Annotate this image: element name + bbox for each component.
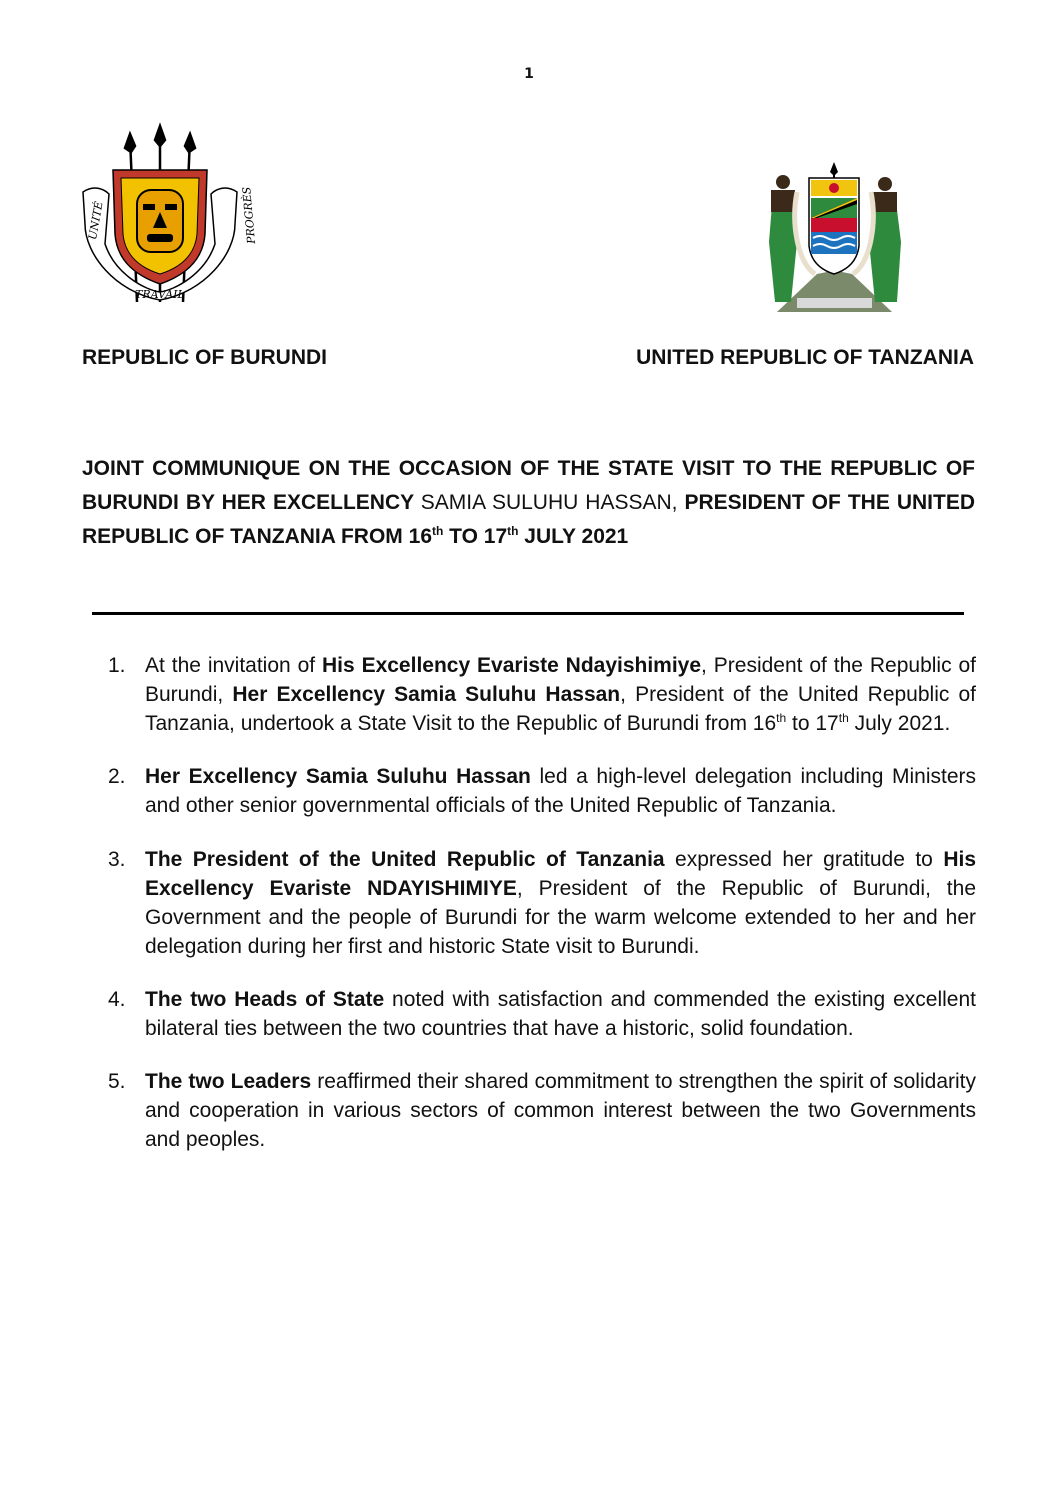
bold-run: Her Excellency Samia Suluhu Hassan [145,765,531,788]
paragraph-number: 5. [108,1070,126,1093]
paragraph-number: 1. [108,654,126,677]
burundi-coat-of-arms [75,124,259,312]
motto-travail: TRAVAIL [135,288,185,301]
bold-run: His Excellency Evariste NDAYISHIMIYE [145,848,976,900]
document-title [82,452,975,554]
paragraph-number: 4. [108,988,126,1011]
paragraph-1 [108,651,976,738]
text-run: expressed her gratitude to [664,848,944,871]
text-run: At the invitation of [145,654,322,677]
title-president-name: SAMIA SULUHU HASSAN, [420,491,678,514]
superscript: th [838,711,849,725]
title-sup1: th [432,524,444,538]
paragraph-number: 2. [108,765,126,788]
paragraph-list [108,651,976,1154]
text-run: July 2021. [848,712,951,735]
bold-run: The two Leaders [145,1070,312,1093]
paragraph-4 [108,985,976,1043]
text-run: noted with satisfaction and commended the existing excellent bilateral ties between the two countries that have a historic, solid foundation. [145,988,976,1040]
bold-run: The President of the United Republic of Tanzania [145,848,665,871]
title-part3: TO 17 [443,525,508,548]
bold-run: Her Excellency Samia Suluhu Hassan [232,683,621,706]
tanzania-coat-of-arms [757,162,912,312]
paragraph-number: 3. [108,848,126,871]
text-run: , President of the Republic of Burundi, the Government and the people of Burundi for the warm welcome extended to her and her delegation during her first and historic State visit to Burundi. [145,877,976,958]
text-run: to 17 [786,712,839,735]
page-number: 1 [524,66,534,82]
title-part1: JOINT COMMUNIQUE ON THE OCCASION OF THE STATE VISIT TO THE REPUBLIC OF BURUNDI BY HER EXCELLENCY [82,457,975,514]
text-run: , President of the United Republic of Tanzania, undertook a State Visit to the Republic of Burundi from 16 [145,683,976,735]
bold-run: The two Heads of State [145,988,385,1011]
bold-run: His Excellency Evariste Ndayishimiye [322,654,702,677]
text-run: reaffirmed their shared commitment to strengthen the spirit of solidarity and cooperation in various sectors of common interest between the two Governments and peoples. [145,1070,976,1151]
horizontal-divider [92,612,964,615]
text-run: , President of the Republic of Burundi, [145,654,976,706]
title-part4: JULY 2021 [518,525,629,548]
text-run: led a high-level delegation including Ministers and other senior governmental officials of the United Republic of Tanzania. [145,765,977,817]
title-part2: PRESIDENT OF THE UNITED REPUBLIC OF TANZANIA FROM 16 [82,491,976,548]
title-sup2: th [507,524,519,538]
motto-progres: PROGRÈS [240,186,259,245]
republic-of-burundi-heading: REPUBLIC OF BURUNDI [82,346,327,369]
paragraph-2 [108,762,976,820]
motto-unite: UNITÉ [86,200,106,241]
paragraph-5 [108,1067,976,1154]
superscript: th [776,711,787,725]
united-republic-of-tanzania-heading: UNITED REPUBLIC OF TANZANIA [636,346,974,369]
paragraph-3 [108,845,976,961]
